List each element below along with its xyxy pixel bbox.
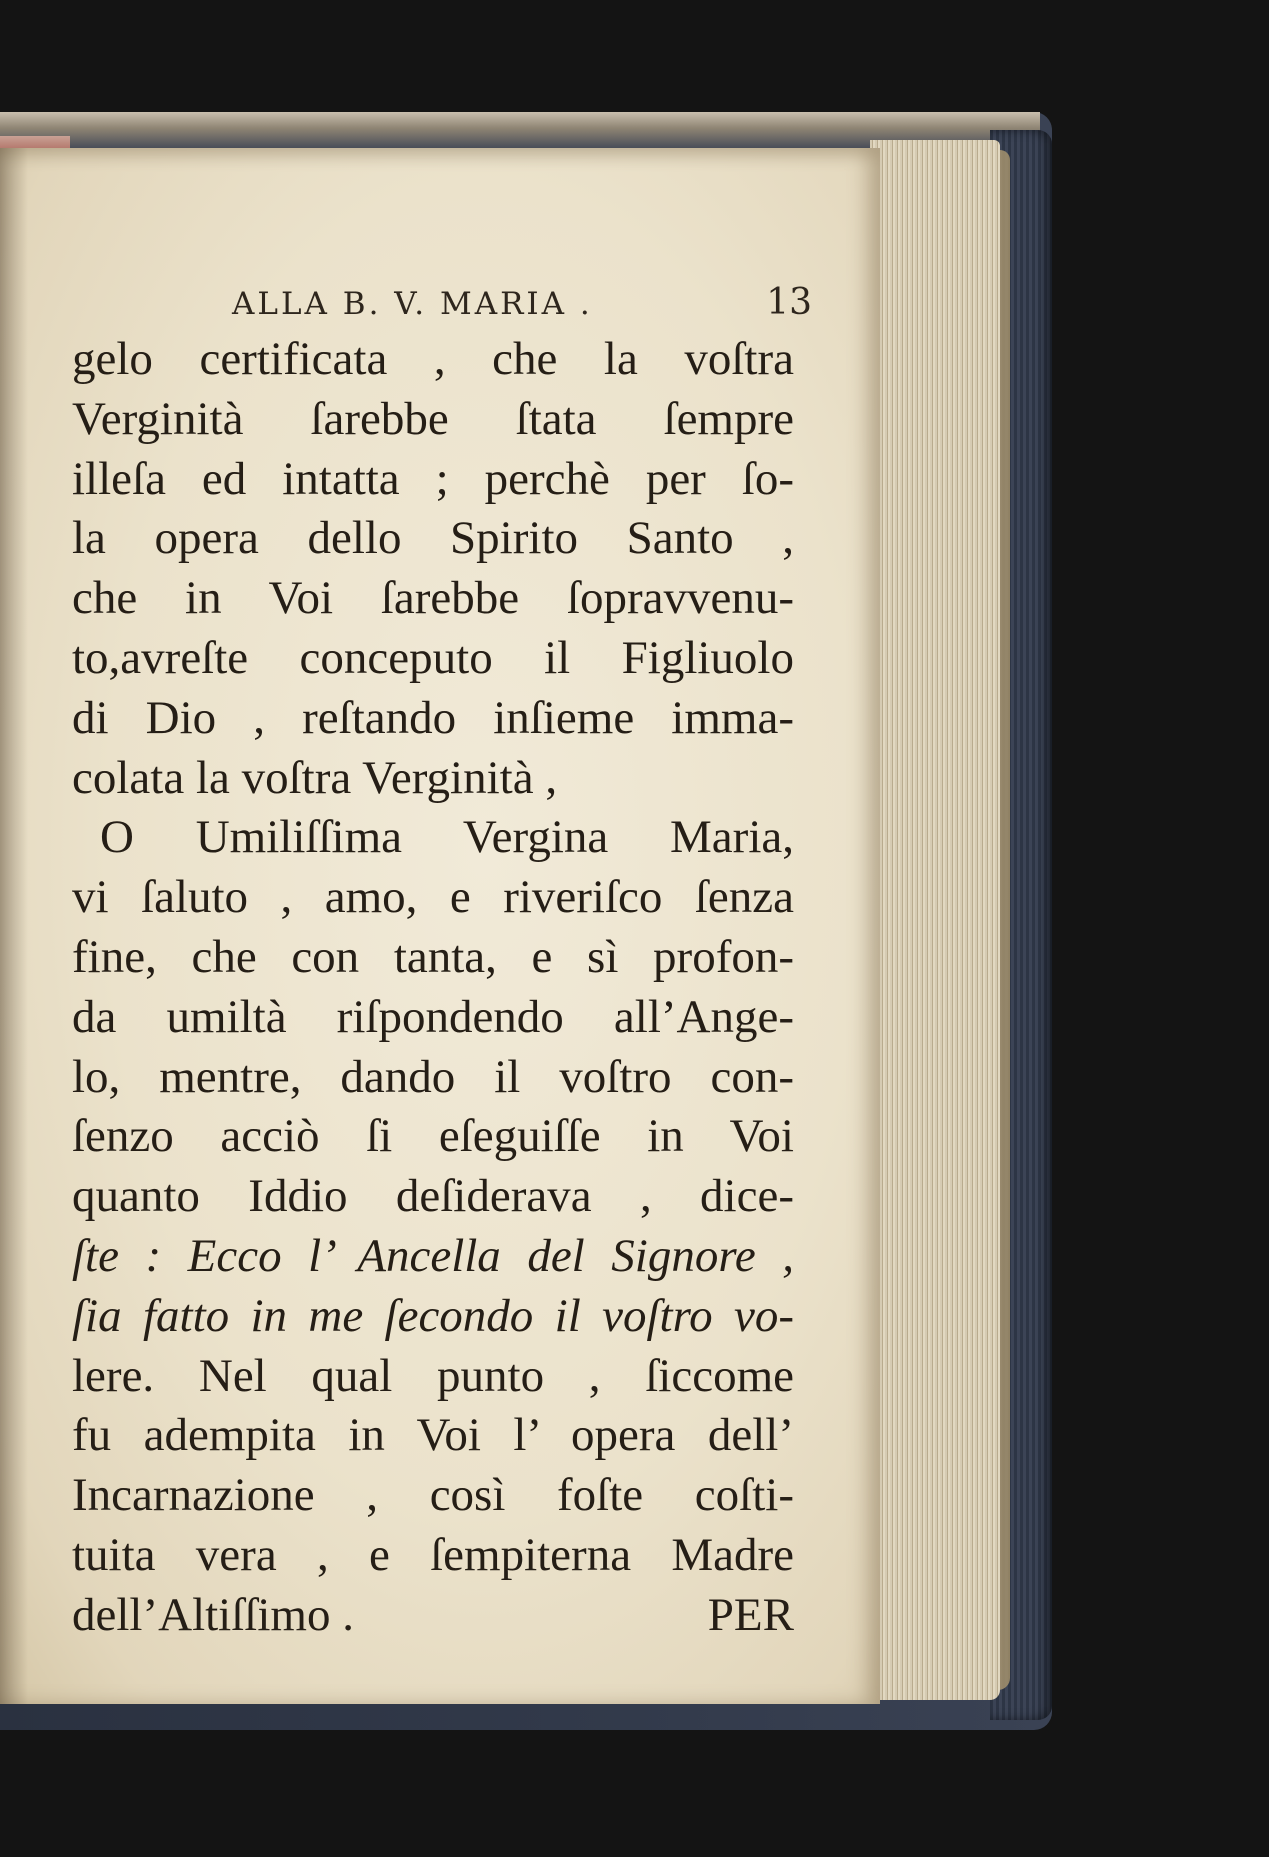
text-line: to,avreſte conceputo il Figliuolo [72,631,794,684]
text-line: illeſa ed intatta ; perchè per ſo- [72,452,794,505]
gutter-shadow [0,148,28,1704]
text-line: lo, mentre, dando il voſtro con- [72,1050,794,1103]
page-number: 13 [766,282,812,323]
page-header [232,282,812,330]
text-line: quanto Iddio deſiderava , dice- [72,1170,794,1223]
text-line: fine, che con tanta, e sì profon- [72,930,794,983]
text-line: gelo certificata , che la voſtra [72,333,794,385]
catchword: PER [707,1588,794,1641]
text-line: da umiltà riſpondendo all’Ange- [72,990,794,1043]
text-line: Incarnazione , così foſte coſti- [72,1469,794,1522]
text-line: ſte : Ecco l’ Ancella del Signore , [72,1229,794,1282]
text-line: la opera dello Spirito Santo , [72,512,794,565]
text-line: fu adempita in Voi l’ opera dell’ [72,1409,794,1462]
text-line: colata la voſtra Verginità , [72,751,558,804]
final-line-row [72,1586,794,1646]
text-line: tuita vera , e ſempiterna Madre [72,1528,794,1581]
text-line: lere. Nel qual punto , ſiccome [72,1349,794,1402]
text-line: dell’Altiſſimo . [72,1588,354,1641]
text-line: O Umiliſſima Vergina Maria, [100,811,794,864]
text-line: di Dio , reſtando inſieme imma- [72,691,794,744]
text-line: ſenzo acciò ſi eſeguiſſe in Voi [72,1110,794,1163]
page-stack-edges [870,140,1000,1700]
running-head: ALLA B. V. MARIA . [232,286,593,322]
text-line: vi ſaluto , amo, e riveriſco ſenza [72,871,794,924]
text-line: Verginità ſarebbe ſtata ſempre [72,392,794,445]
body-text [72,330,794,1646]
text-line: che in Voi ſarebbe ſopravvenu- [72,572,794,625]
text-line: ſia fatto in me ſecondo il voſtro vo- [72,1289,794,1342]
